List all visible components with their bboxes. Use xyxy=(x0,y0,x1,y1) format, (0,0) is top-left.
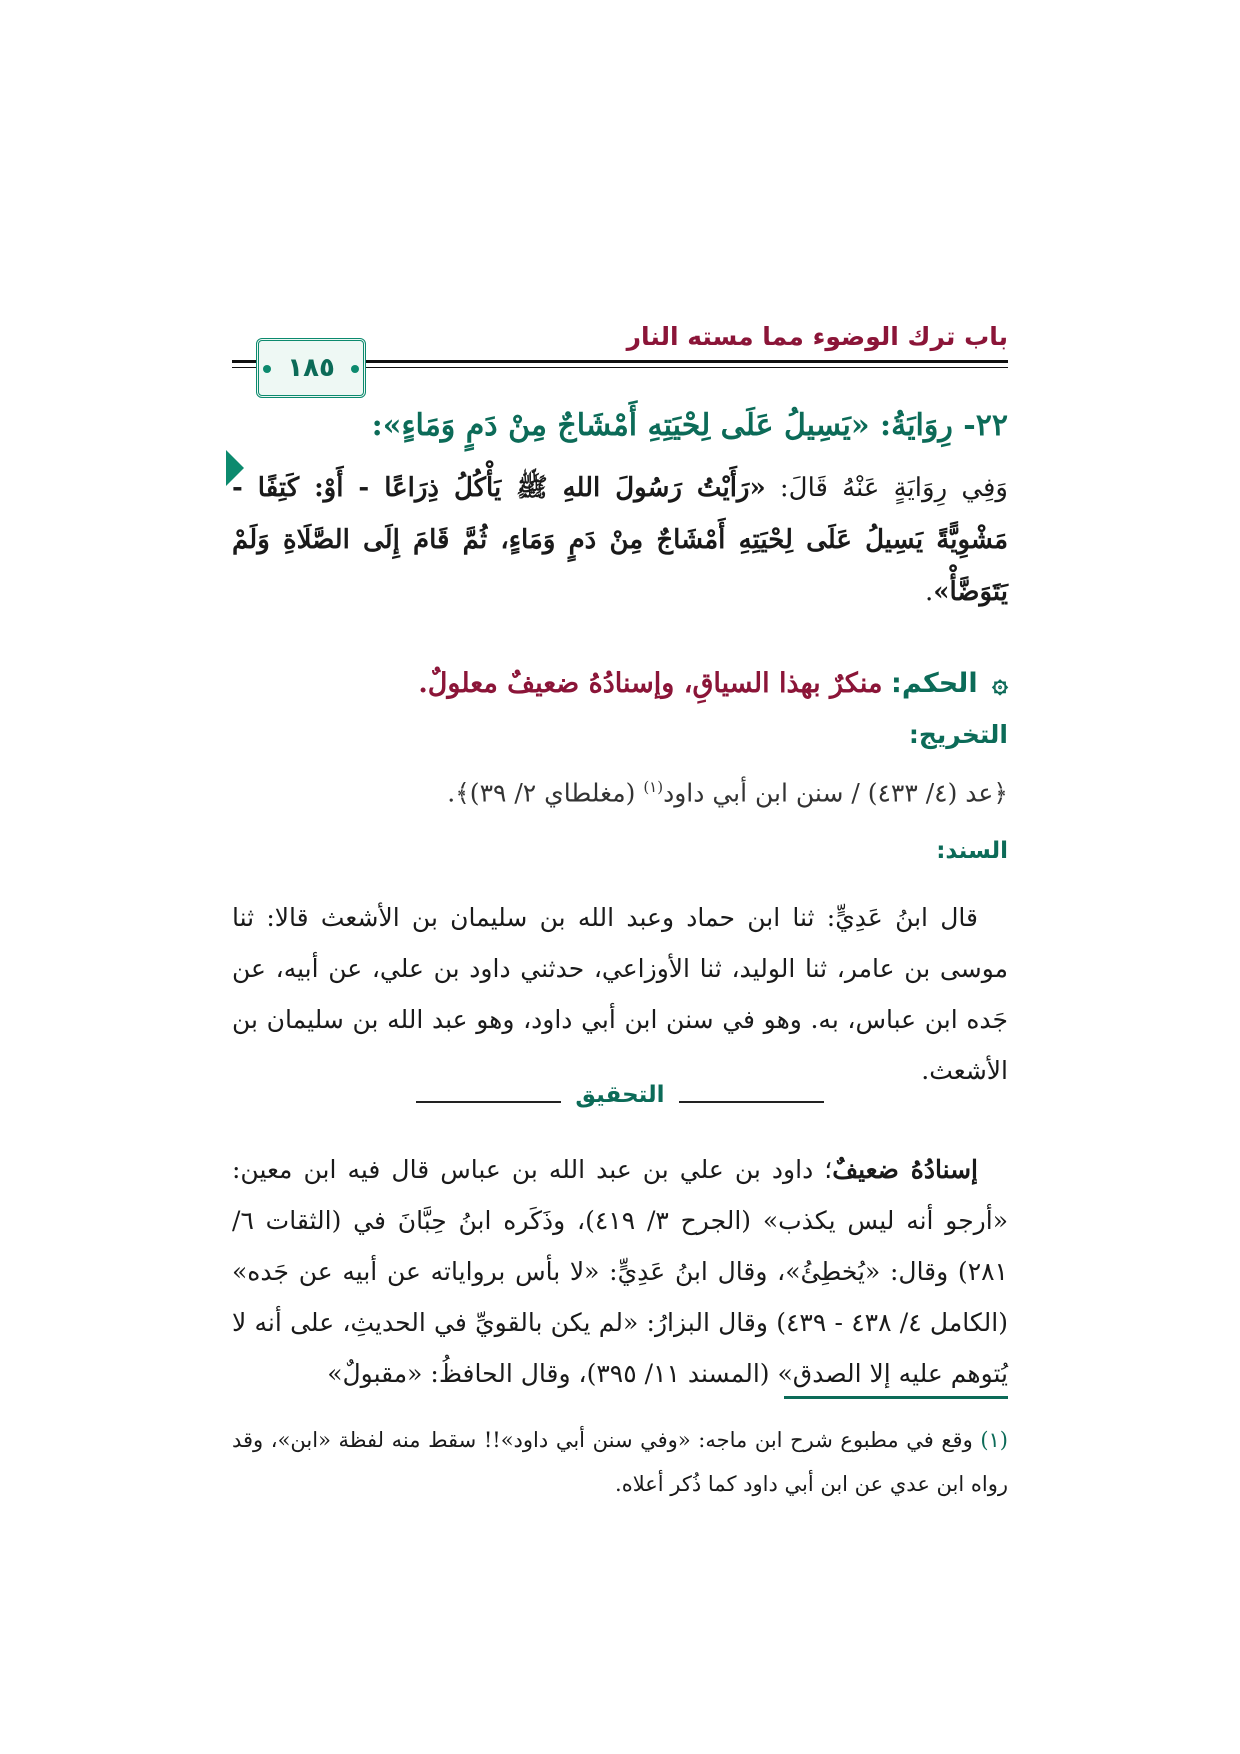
page-number: ١٨٥ xyxy=(287,353,335,383)
ornament-flower-icon: ۞ xyxy=(992,668,1008,699)
footnote-separator xyxy=(784,1396,1008,1399)
section-divider xyxy=(416,1082,824,1122)
page-number-badge xyxy=(256,338,366,398)
tahqiq-text xyxy=(232,1144,1008,1399)
divider-title xyxy=(416,1082,824,1108)
ruling-text: منكرٌ بهذا السياقِ، وإسنادُهُ ضعيفٌ معلولٌ. xyxy=(418,668,883,699)
footnote-text: وقع في مطبوع شرح ابن ماجه: «وفي سنن أبي داود»!! سقط منه لفظة «ابن»، وقد رواه ابن عدي عن ابن أبي داود كما ذُكر أعلاه. xyxy=(232,1428,1008,1496)
takhrij-ref-before: ﴿عد (٤/ ٤٣٣) / سنن ابن أبي داود xyxy=(663,778,1008,808)
header-rule-left-bottom xyxy=(232,367,256,368)
footnote-marker[interactable]: (١) xyxy=(643,778,664,796)
tahqiq-lead: إسنادُهُ ضعيفٌ xyxy=(832,1155,979,1184)
takhrij-label: التخريج: xyxy=(908,720,1008,749)
sanad-text: قال ابنُ عَدِيٍّ: ثنا ابن حماد وعبد الله بن سليمان بن الأشعث قالا: ثنا موسى بن عامر، ثنا الوليد، ثنا الأوزاعي، حدثني داود بن علي، عن أبيه، عن جَده ابن عباس، به. وهو في سنن ابن أبي داود، وهو عبد الله بن سليمان بن الأشعث. xyxy=(232,903,1008,1085)
narration-intro: وَفِي رِوَايَةٍ عَنْهُ قَالَ: xyxy=(765,473,1008,503)
tahqiq-title: التحقيق xyxy=(561,1082,678,1108)
ruling xyxy=(232,662,1008,706)
takhrij-reference xyxy=(232,778,1008,807)
narration-heading: ٢٢- رِوَايَةُ: «يَسِيلُ عَلَى لِحْيَتِهِ أَمْشَاجٌ مِنْ دَمٍ وَمَاءٍ»: xyxy=(371,408,1008,443)
ruling-label: الحكم: xyxy=(891,668,978,699)
narration-end: . xyxy=(924,577,934,607)
narration-quote: «رَأَيْتُ رَسُولَ اللهِ ﷺ يَأْكُلُ ذِرَاعًا - أَوْ: كَتِفًا - مَشْوِيًّةً يَسِيلُ عَلَى لِحْيَتِهِ أَمْشَاجٌ مِنْ دَمٍ وَمَاءٍ، ثُمَّ قَامَ إِلَى الصَّلَاةِ وَلَمْ يَتَوَضَّأْ» xyxy=(232,473,1008,607)
header-rule-bottom xyxy=(366,367,1008,368)
footnote xyxy=(232,1418,1008,1506)
sanad-label: السند: xyxy=(936,838,1008,864)
header-rule-top xyxy=(366,360,1008,363)
tahqiq-body: ؛ داود بن علي بن عبد الله بن عباس قال فيه ابن معين: «أرجو أنه ليس يكذب» (الجرح ٣/ ٤١٩)، وذَكَره ابنُ حِبَّانَ في (الثقات ٦/ ٢٨١) وقال: «يُخطِئُ»، وقال ابنُ عَدِيٍّ: «لا بأس برواياته عن أبيه عن جَده» (الكامل ٤/ ٤٣٨ - ٤٣٩) وقال البزارُ: «لم يكن بالقويِّ في الحديثِ، على أنه لا يُتوهم عليه إلا الصدق» (المسند ١١/ ٣٩٥)، وقال الحافظُ: «مقبولٌ» xyxy=(232,1155,1008,1388)
header-rule-left-top xyxy=(232,360,256,363)
running-title: باب ترك الوضوء مما مسته النار xyxy=(626,322,1008,351)
takhrij-ref-after: (مغلطاي ٢/ ٣٩)﴾. xyxy=(447,778,644,808)
narration-text xyxy=(232,462,1008,618)
footnote-number: (١) xyxy=(980,1428,1008,1452)
